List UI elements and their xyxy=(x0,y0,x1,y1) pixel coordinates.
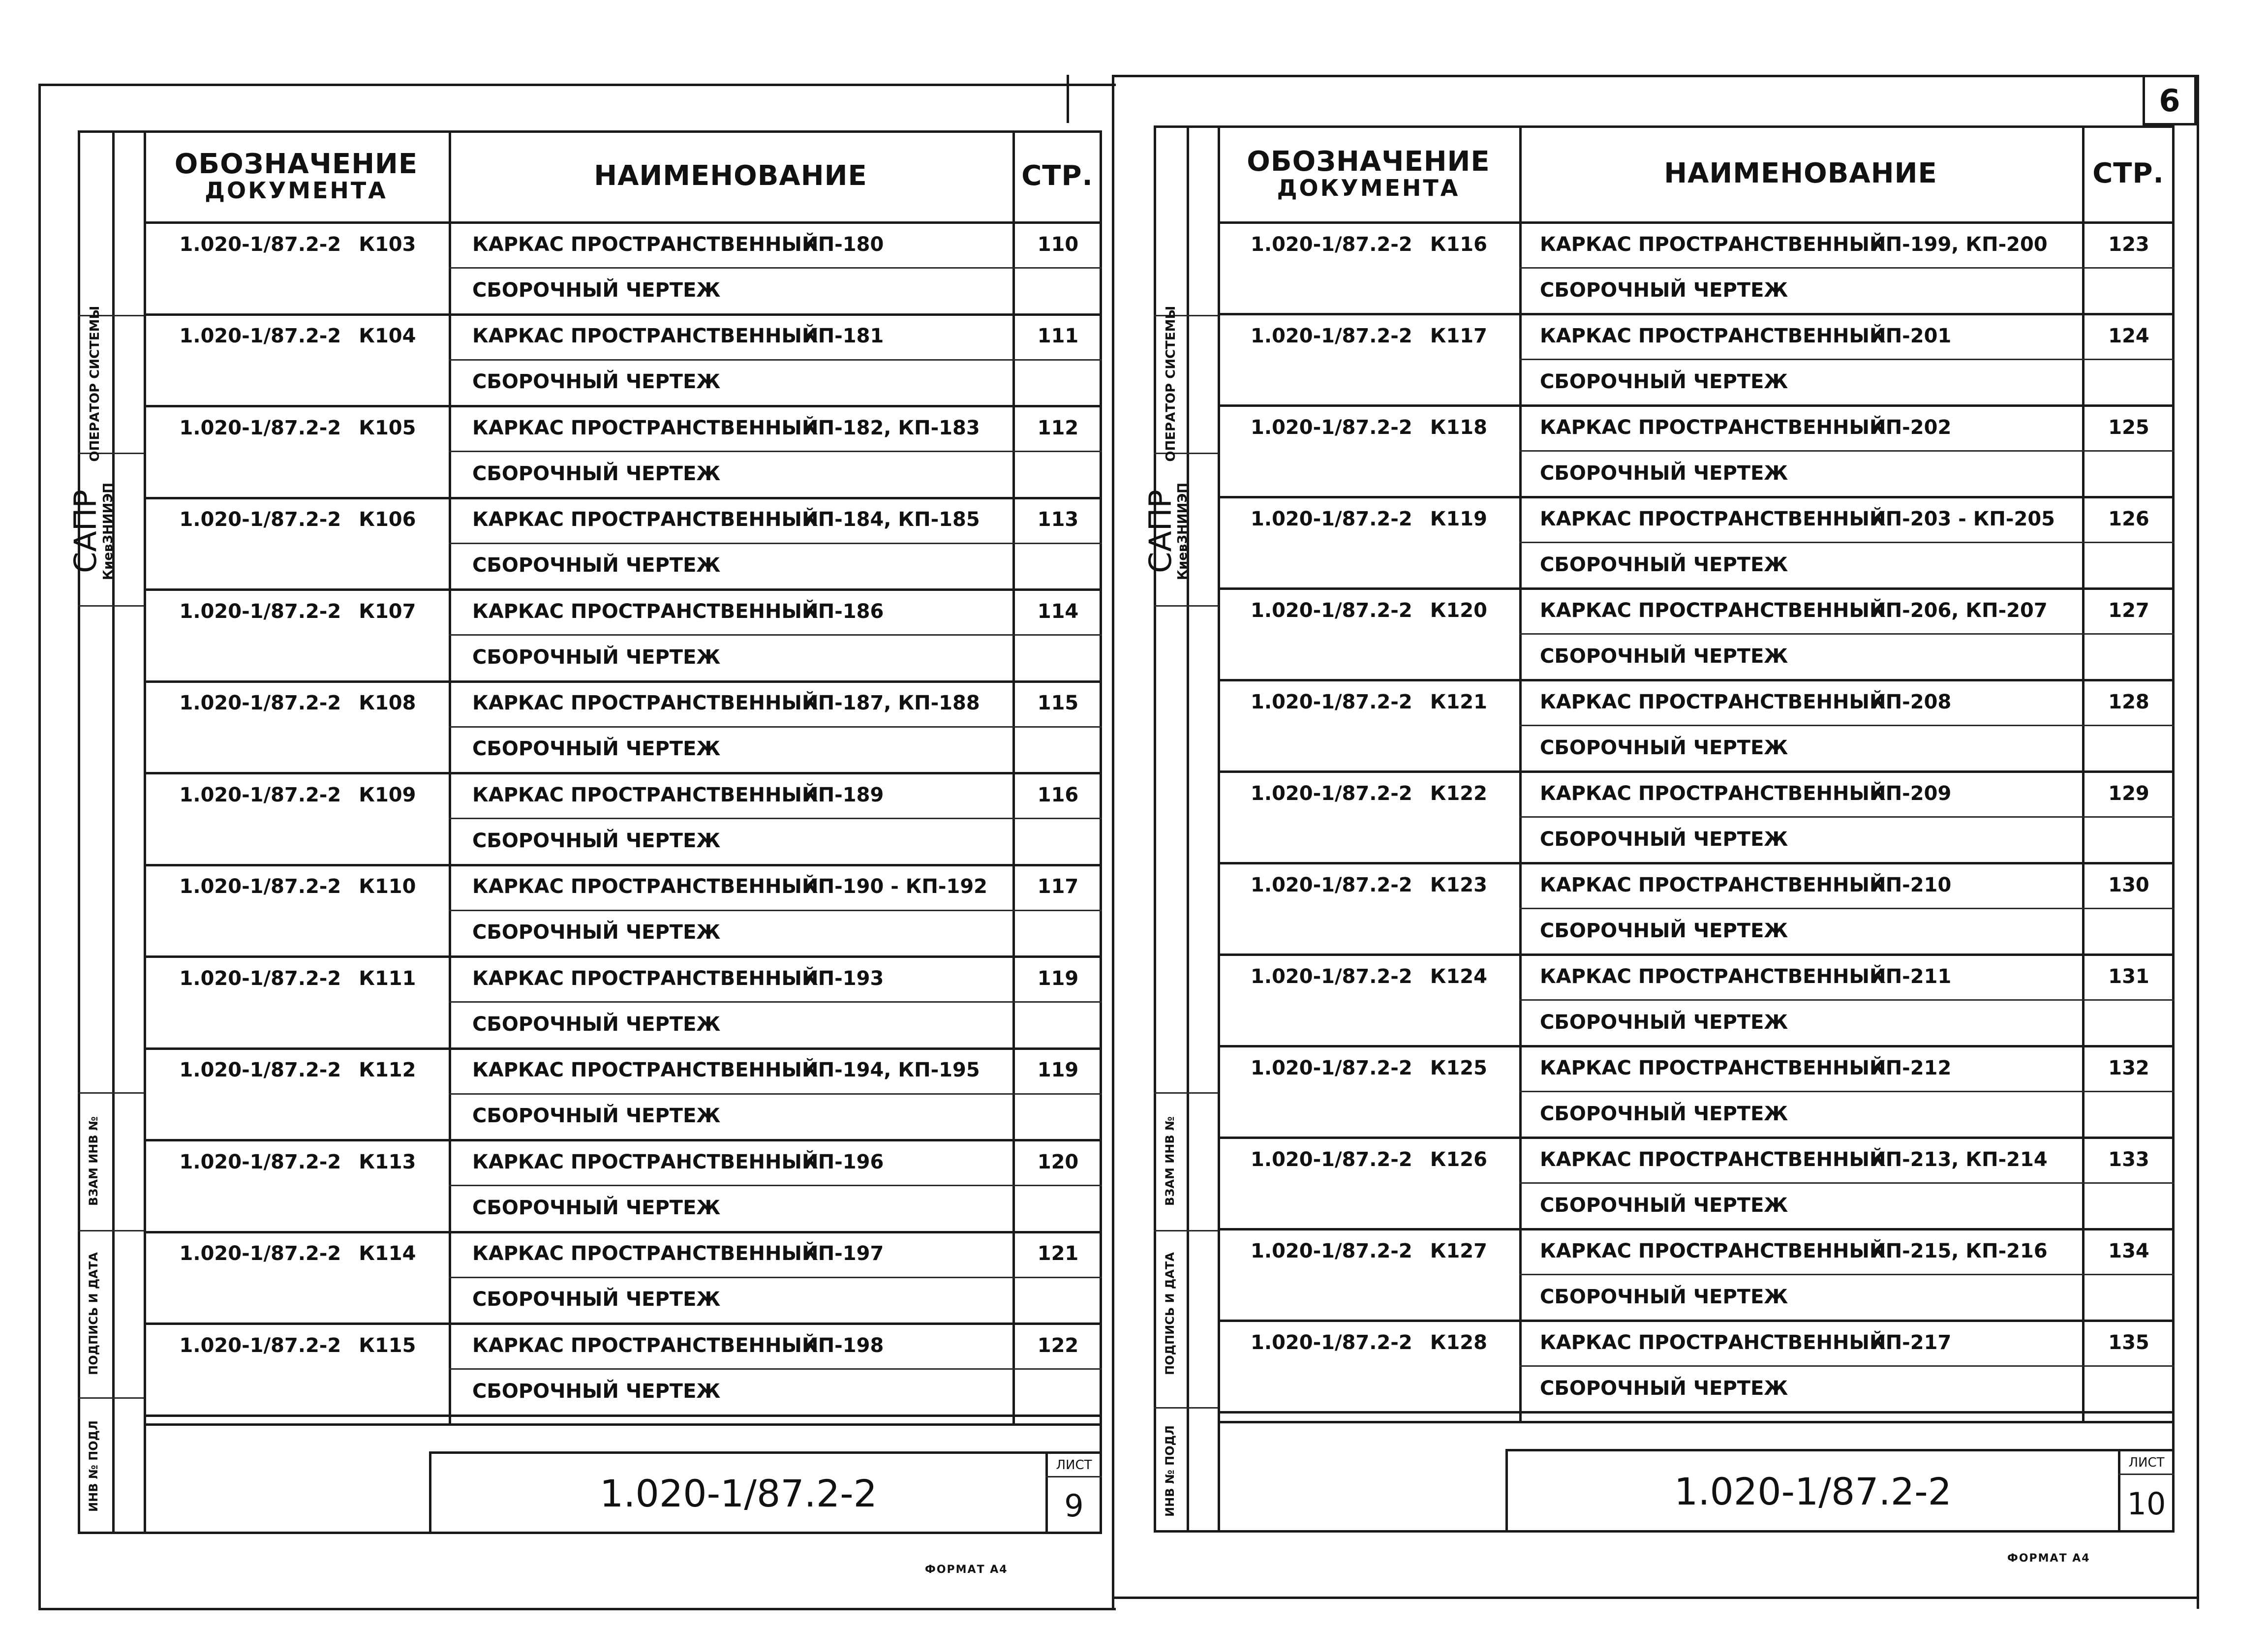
doc-code: 1.020-1/87.2-2 xyxy=(179,875,341,898)
row-divider-inner xyxy=(449,1185,1102,1186)
doc-code: 1.020-1/87.2-2 xyxy=(179,1334,341,1357)
doc-code: 1.020-1/87.2-2 xyxy=(179,508,341,531)
right-org-label: КиевЗНИИЭП xyxy=(1175,482,1190,581)
row-name: КАРКАС ПРОСТРАНСТВЕННЫЙ xyxy=(1540,690,1886,713)
doc-code: 1.020-1/87.2-2 xyxy=(179,600,341,623)
right-sapr-label: САПР xyxy=(1142,490,1178,573)
left-header-designation: ОБОЗНАЧЕНИЕ ДОКУМЕНТА xyxy=(174,148,418,204)
row-name: КАРКАС ПРОСТРАНСТВЕННЫЙ xyxy=(472,1334,819,1357)
row-subname: СБОРОЧНЫЙ ЧЕРТЕЖ xyxy=(1540,370,1788,393)
row-mark: КП-210 xyxy=(1870,873,1952,896)
doc-subcode: К107 xyxy=(359,600,416,623)
row-page: 135 xyxy=(2108,1331,2149,1354)
row-mark: КП-190 - КП-192 xyxy=(802,875,987,898)
row-page: 112 xyxy=(1037,416,1079,439)
right-frame-right xyxy=(2197,75,2199,1609)
doc-code: 1.020-1/87.2-2 xyxy=(1251,233,1412,256)
row-page: 133 xyxy=(2108,1148,2149,1171)
row-divider-inner xyxy=(1519,725,2175,726)
row-code-cell xyxy=(148,955,448,1001)
row-page: 113 xyxy=(1037,508,1079,531)
right-col-sep-name xyxy=(1519,125,1522,1422)
row-name: КАРКАС ПРОСТРАНСТВЕННЫЙ xyxy=(1540,1239,1886,1262)
row-subname: СБОРОЧНЫЙ ЧЕРТЕЖ xyxy=(472,462,721,485)
right-header-designation: ОБОЗНАЧЕНИЕ ДОКУМЕНТА xyxy=(1247,145,1490,201)
row-subname: СБОРОЧНЫЙ ЧЕРТЕЖ xyxy=(472,1288,721,1311)
row-subname: СБОРОЧНЫЙ ЧЕРТЕЖ xyxy=(1540,919,1788,942)
row-divider-inner xyxy=(449,359,1102,361)
row-mark: КП-209 xyxy=(1870,782,1952,805)
right-header-page: СТР. xyxy=(2092,157,2164,189)
row-code-cell xyxy=(148,1139,448,1185)
row-code-cell xyxy=(1220,313,1518,359)
doc-code: 1.020-1/87.2-2 xyxy=(179,1059,341,1081)
left-col-sep-name xyxy=(449,130,451,1424)
row-page: 119 xyxy=(1037,967,1079,990)
doc-code: 1.020-1/87.2-2 xyxy=(179,967,341,990)
row-mark: КП-193 xyxy=(802,967,884,990)
left-frame-bottom xyxy=(38,1608,1116,1610)
doc-code: 1.020-1/87.2-2 xyxy=(1251,416,1412,439)
row-divider-inner xyxy=(449,634,1102,636)
row-subname: СБОРОЧНЫЙ ЧЕРТЕЖ xyxy=(1540,1285,1788,1308)
row-page: 131 xyxy=(2108,965,2149,988)
doc-subcode: К119 xyxy=(1430,507,1487,530)
row-divider-inner xyxy=(449,1368,1102,1370)
row-divider-inner xyxy=(449,818,1102,819)
row-divider-inner xyxy=(449,267,1102,269)
row-name: КАРКАС ПРОСТРАНСТВЕННЫЙ xyxy=(1540,965,1886,988)
row-subname: СБОРОЧНЫЙ ЧЕРТЕЖ xyxy=(1540,1377,1788,1400)
row-subname: СБОРОЧНЫЙ ЧЕРТЕЖ xyxy=(472,1380,721,1403)
row-name: КАРКАС ПРОСТРАНСТВЕННЫЙ xyxy=(472,508,819,531)
row-page: 128 xyxy=(2108,690,2149,713)
row-divider-inner xyxy=(449,543,1102,544)
doc-subcode: К127 xyxy=(1430,1239,1487,1262)
row-subname: СБОРОЧНЫЙ ЧЕРТЕЖ xyxy=(472,921,721,944)
row-divider-inner xyxy=(1519,816,2175,818)
doc-subcode: К128 xyxy=(1430,1331,1487,1354)
doc-subcode: К125 xyxy=(1430,1056,1487,1079)
row-mark: КП-206, КП-207 xyxy=(1870,599,2048,622)
row-mark: КП-194, КП-195 xyxy=(802,1059,980,1081)
row-code-cell xyxy=(1220,1320,1518,1365)
right-frame-top xyxy=(1112,75,2199,77)
row-name: КАРКАС ПРОСТРАНСТВЕННЫЙ xyxy=(472,1059,819,1081)
right-side-div-3 xyxy=(1154,605,1218,607)
row-code-cell xyxy=(1220,587,1518,633)
doc-subcode: К121 xyxy=(1430,690,1487,713)
row-code-cell xyxy=(1220,496,1518,542)
doc-subcode: К110 xyxy=(359,875,416,898)
row-name: КАРКАС ПРОСТРАНСТВЕННЫЙ xyxy=(472,692,819,714)
row-divider-inner xyxy=(1519,1274,2175,1275)
doc-subcode: К117 xyxy=(1430,324,1487,347)
row-subname: СБОРОЧНЫЙ ЧЕРТЕЖ xyxy=(1540,1194,1788,1217)
row-page: 120 xyxy=(1037,1150,1079,1173)
row-divider-inner xyxy=(449,1277,1102,1278)
doc-code: 1.020-1/87.2-2 xyxy=(179,1242,341,1265)
row-name: КАРКАС ПРОСТРАНСТВЕННЫЙ xyxy=(472,233,819,256)
row-divider-inner xyxy=(1519,908,2175,909)
doc-subcode: К123 xyxy=(1430,873,1487,896)
row-subname: СБОРОЧНЫЙ ЧЕРТЕЖ xyxy=(1540,645,1788,668)
left-frame-left xyxy=(38,84,41,1609)
right-invpodl-label: ИНВ № ПОДЛ xyxy=(1163,1425,1177,1517)
doc-subcode: К105 xyxy=(359,416,416,439)
row-subname: СБОРОЧНЫЙ ЧЕРТЕЖ xyxy=(1540,736,1788,759)
row-name: КАРКАС ПРОСТРАНСТВЕННЫЙ xyxy=(1540,416,1886,439)
left-invpodl-label: ИНВ № ПОДЛ xyxy=(87,1420,100,1512)
right-side-col-1 xyxy=(1187,125,1189,1533)
row-subname: СБОРОЧНЫЙ ЧЕРТЕЖ xyxy=(1540,461,1788,485)
doc-subcode: К106 xyxy=(359,508,416,531)
doc-code: 1.020-1/87.2-2 xyxy=(1251,1148,1412,1171)
doc-subcode: К113 xyxy=(359,1150,416,1173)
row-page: 111 xyxy=(1037,325,1079,347)
row-page: 116 xyxy=(1037,783,1079,806)
row-page: 114 xyxy=(1037,600,1079,623)
doc-subcode: К124 xyxy=(1430,965,1487,988)
doc-subcode: К112 xyxy=(359,1059,416,1081)
row-code-cell xyxy=(148,588,448,634)
doc-code: 1.020-1/87.2-2 xyxy=(179,692,341,714)
row-name: КАРКАС ПРОСТРАНСТВЕННЫЙ xyxy=(1540,1148,1886,1171)
row-page: 132 xyxy=(2108,1056,2149,1079)
row-mark: КП-189 xyxy=(802,783,884,806)
right-sign-label: ПОДПИСЬ И ДАТА xyxy=(1163,1252,1177,1375)
left-frame-top xyxy=(38,84,1116,86)
right-format-label: ФОРМАТ А4 xyxy=(2007,1552,2090,1565)
row-page: 124 xyxy=(2108,324,2149,347)
row-page: 122 xyxy=(1037,1334,1079,1357)
doc-subcode: К120 xyxy=(1430,599,1487,622)
row-divider-inner xyxy=(449,451,1102,452)
row-divider xyxy=(144,1414,1102,1417)
right-side-div-4 xyxy=(1154,1092,1218,1094)
row-code-cell xyxy=(148,313,448,359)
doc-code: 1.020-1/87.2-2 xyxy=(179,233,341,256)
row-code-cell xyxy=(1220,1137,1518,1182)
right-operator-label: ОПЕРАТОР СИСТЕМЫ xyxy=(1164,306,1178,462)
doc-subcode: К115 xyxy=(359,1334,416,1357)
row-page: 130 xyxy=(2108,873,2149,896)
doc-subcode: К104 xyxy=(359,325,416,347)
row-mark: КП-211 xyxy=(1870,965,1952,988)
row-divider-inner xyxy=(1519,542,2175,543)
row-page: 115 xyxy=(1037,692,1079,714)
right-side-div-5 xyxy=(1154,1230,1218,1231)
row-code-cell xyxy=(148,680,448,726)
row-mark: КП-182, КП-183 xyxy=(802,416,980,439)
row-page: 134 xyxy=(2108,1239,2149,1262)
left-side-div-6 xyxy=(78,1397,144,1399)
doc-code: 1.020-1/87.2-2 xyxy=(1251,1331,1412,1354)
row-subname: СБОРОЧНЫЙ ЧЕРТЕЖ xyxy=(1540,1011,1788,1034)
left-sign-label: ПОДПИСЬ И ДАТА xyxy=(87,1252,100,1375)
left-stamp-sheet-div xyxy=(1045,1476,1102,1477)
row-divider-inner xyxy=(1519,1091,2175,1092)
row-divider-inner xyxy=(1519,359,2175,360)
left-side-div-4 xyxy=(78,1092,144,1094)
row-page: 110 xyxy=(1037,233,1079,256)
row-name: КАРКАС ПРОСТРАНСТВЕННЫЙ xyxy=(472,783,819,806)
row-code-cell xyxy=(1220,404,1518,450)
left-sheet-number: 9 xyxy=(1064,1487,1084,1524)
row-page: 126 xyxy=(2108,507,2149,530)
row-name: КАРКАС ПРОСТРАНСТВЕННЫЙ xyxy=(472,325,819,347)
row-code-cell xyxy=(1220,953,1518,999)
right-sheet-number: 10 xyxy=(2127,1485,2166,1522)
row-name: КАРКАС ПРОСТРАНСТВЕННЫЙ xyxy=(1540,324,1886,347)
left-format-label: ФОРМАТ А4 xyxy=(925,1564,1008,1576)
row-code-cell xyxy=(148,1322,448,1368)
row-divider-inner xyxy=(1519,1182,2175,1184)
row-name: КАРКАС ПРОСТРАНСТВЕННЫЙ xyxy=(472,600,819,623)
left-table-bottom xyxy=(144,1423,1102,1426)
row-name: КАРКАС ПРОСТРАНСТВЕННЫЙ xyxy=(1540,873,1886,896)
row-subname: СБОРОЧНЫЙ ЧЕРТЕЖ xyxy=(1540,553,1788,576)
row-mark: КП-197 xyxy=(802,1242,884,1265)
row-subname: СБОРОЧНЫЙ ЧЕРТЕЖ xyxy=(472,645,721,669)
right-table-bottom xyxy=(1218,1421,2175,1423)
row-divider-inner xyxy=(1519,267,2175,269)
doc-code: 1.020-1/87.2-2 xyxy=(1251,599,1412,622)
row-divider-inner xyxy=(1519,1365,2175,1367)
row-name: КАРКАС ПРОСТРАНСТВЕННЫЙ xyxy=(1540,233,1886,256)
row-subname: СБОРОЧНЫЙ ЧЕРТЕЖ xyxy=(1540,828,1788,851)
row-name: КАРКАС ПРОСТРАНСТВЕННЫЙ xyxy=(472,416,819,439)
right-vzam-label: ВЗАМ ИНВ № xyxy=(1163,1116,1177,1206)
doc-subcode: К118 xyxy=(1430,416,1487,439)
row-mark: КП-180 xyxy=(802,233,884,256)
row-subname: СБОРОЧНЫЙ ЧЕРТЕЖ xyxy=(472,1196,721,1219)
left-sapr-label: САПР xyxy=(67,490,103,573)
row-mark: КП-184, КП-185 xyxy=(802,508,980,531)
row-mark: КП-181 xyxy=(802,325,884,347)
doc-subcode: К114 xyxy=(359,1242,416,1265)
left-sheet-label: ЛИСТ xyxy=(1056,1457,1092,1473)
row-page: 127 xyxy=(2108,599,2149,622)
left-header-name: НАИМЕНОВАНИЕ xyxy=(594,159,867,192)
row-name: КАРКАС ПРОСТРАНСТВЕННЫЙ xyxy=(1540,599,1886,622)
row-divider-inner xyxy=(449,910,1102,911)
row-name: КАРКАС ПРОСТРАНСТВЕННЫЙ xyxy=(1540,507,1886,530)
left-stamp-code: 1.020-1/87.2-2 xyxy=(600,1471,877,1515)
row-subname: СБОРОЧНЫЙ ЧЕРТЕЖ xyxy=(1540,1102,1788,1125)
doc-code: 1.020-1/87.2-2 xyxy=(179,416,341,439)
doc-code: 1.020-1/87.2-2 xyxy=(179,325,341,347)
row-page: 125 xyxy=(2108,416,2149,439)
left-side-div-5 xyxy=(78,1230,144,1231)
doc-code: 1.020-1/87.2-2 xyxy=(1251,690,1412,713)
row-mark: КП-215, КП-216 xyxy=(1870,1239,2048,1262)
left-frame-tab xyxy=(1067,75,1069,123)
row-page: 117 xyxy=(1037,875,1079,898)
doc-code: 1.020-1/87.2-2 xyxy=(1251,873,1412,896)
row-mark: КП-199, КП-200 xyxy=(1870,233,2048,256)
doc-code: 1.020-1/87.2-2 xyxy=(179,1150,341,1173)
row-mark: КП-212 xyxy=(1870,1056,1952,1079)
row-subname: СБОРОЧНЫЙ ЧЕРТЕЖ xyxy=(1540,278,1788,302)
row-code-cell xyxy=(1220,221,1518,267)
doc-subcode: К103 xyxy=(359,233,416,256)
row-code-cell xyxy=(148,405,448,451)
right-frame-bottom xyxy=(1112,1597,2199,1599)
row-code-cell xyxy=(1220,862,1518,908)
row-mark: КП-196 xyxy=(802,1150,884,1173)
row-mark: КП-187, КП-188 xyxy=(802,692,980,714)
doc-subcode: К116 xyxy=(1430,233,1487,256)
doc-code: 1.020-1/87.2-2 xyxy=(1251,324,1412,347)
row-mark: КП-217 xyxy=(1870,1331,1952,1354)
row-page: 129 xyxy=(2108,782,2149,805)
row-name: КАРКАС ПРОСТРАНСТВЕННЫЙ xyxy=(1540,1331,1886,1354)
left-operator-label: ОПЕРАТОР СИСТЕМЫ xyxy=(88,306,102,462)
doc-subcode: К126 xyxy=(1430,1148,1487,1171)
row-subname: СБОРОЧНЫЙ ЧЕРТЕЖ xyxy=(472,278,721,302)
right-header-name: НАИМЕНОВАНИЕ xyxy=(1664,157,1937,189)
right-sheet-label: ЛИСТ xyxy=(2128,1455,2165,1470)
row-code-cell xyxy=(148,864,448,910)
doc-code: 1.020-1/87.2-2 xyxy=(1251,1056,1412,1079)
doc-subcode: К108 xyxy=(359,692,416,714)
row-name: КАРКАС ПРОСТРАНСТВЕННЫЙ xyxy=(1540,1056,1886,1079)
row-subname: СБОРОЧНЫЙ ЧЕРТЕЖ xyxy=(472,738,721,760)
row-name: КАРКАС ПРОСТРАНСТВЕННЫЙ xyxy=(472,875,819,898)
row-subname: СБОРОЧНЫЙ ЧЕРТЕЖ xyxy=(472,1013,721,1036)
row-code-cell xyxy=(148,772,448,818)
row-divider-inner xyxy=(1519,633,2175,635)
doc-subcode: К109 xyxy=(359,783,416,806)
row-code-cell xyxy=(1220,1228,1518,1274)
row-mark: КП-202 xyxy=(1870,416,1952,439)
row-mark: КП-203 - КП-205 xyxy=(1870,507,2055,530)
row-subname: СБОРОЧНЫЙ ЧЕРТЕЖ xyxy=(472,554,721,577)
row-mark: КП-198 xyxy=(802,1334,884,1357)
row-divider-inner xyxy=(449,726,1102,728)
right-frame-left xyxy=(1112,75,1114,1609)
doc-code: 1.020-1/87.2-2 xyxy=(1251,507,1412,530)
row-code-cell xyxy=(1220,1045,1518,1091)
doc-subcode: К111 xyxy=(359,967,416,990)
row-code-cell xyxy=(1220,770,1518,816)
right-side-div-6 xyxy=(1154,1407,1218,1409)
left-side-col-1 xyxy=(112,130,115,1534)
row-divider-inner xyxy=(1519,450,2175,452)
right-stamp-code: 1.020-1/87.2-2 xyxy=(1674,1469,1952,1513)
row-code-cell xyxy=(148,497,448,543)
left-header-page: СТР. xyxy=(1021,159,1093,192)
row-mark: КП-213, КП-214 xyxy=(1870,1148,2048,1171)
doc-code: 1.020-1/87.2-2 xyxy=(179,783,341,806)
doc-subcode: К122 xyxy=(1430,782,1487,805)
row-divider-inner xyxy=(1519,999,2175,1001)
row-divider-inner xyxy=(449,1093,1102,1095)
row-subname: СБОРОЧНЫЙ ЧЕРТЕЖ xyxy=(472,370,721,393)
row-name: КАРКАС ПРОСТРАНСТВЕННЫЙ xyxy=(472,967,819,990)
doc-code: 1.020-1/87.2-2 xyxy=(1251,965,1412,988)
row-mark: КП-208 xyxy=(1870,690,1952,713)
row-name: КАРКАС ПРОСТРАНСТВЕННЫЙ xyxy=(1540,782,1886,805)
row-page: 123 xyxy=(2108,233,2149,256)
row-code-cell xyxy=(148,1047,448,1093)
left-org-label: КиевЗНИИЭП xyxy=(101,482,116,581)
row-divider xyxy=(1218,1411,2175,1414)
row-page: 121 xyxy=(1037,1242,1079,1265)
row-code-cell xyxy=(148,1231,448,1277)
left-vzam-label: ВЗАМ ИНВ № xyxy=(87,1116,100,1206)
row-mark: КП-186 xyxy=(802,600,884,623)
left-side-div-3 xyxy=(78,605,144,607)
doc-code: 1.020-1/87.2-2 xyxy=(1251,1239,1412,1262)
right-stamp-sheet-div xyxy=(2118,1474,2175,1475)
row-name: КАРКАС ПРОСТРАНСТВЕННЫЙ xyxy=(472,1150,819,1173)
row-mark: КП-201 xyxy=(1870,324,1952,347)
corner-page-number: 6 xyxy=(2159,83,2180,119)
row-code-cell xyxy=(1220,679,1518,725)
doc-code: 1.020-1/87.2-2 xyxy=(1251,782,1412,805)
row-divider-inner xyxy=(449,1001,1102,1003)
row-subname: СБОРОЧНЫЙ ЧЕРТЕЖ xyxy=(472,1105,721,1127)
row-subname: СБОРОЧНЫЙ ЧЕРТЕЖ xyxy=(472,829,721,852)
row-name: КАРКАС ПРОСТРАНСТВЕННЫЙ xyxy=(472,1242,819,1265)
row-code-cell xyxy=(148,221,448,267)
row-page: 119 xyxy=(1037,1059,1079,1081)
